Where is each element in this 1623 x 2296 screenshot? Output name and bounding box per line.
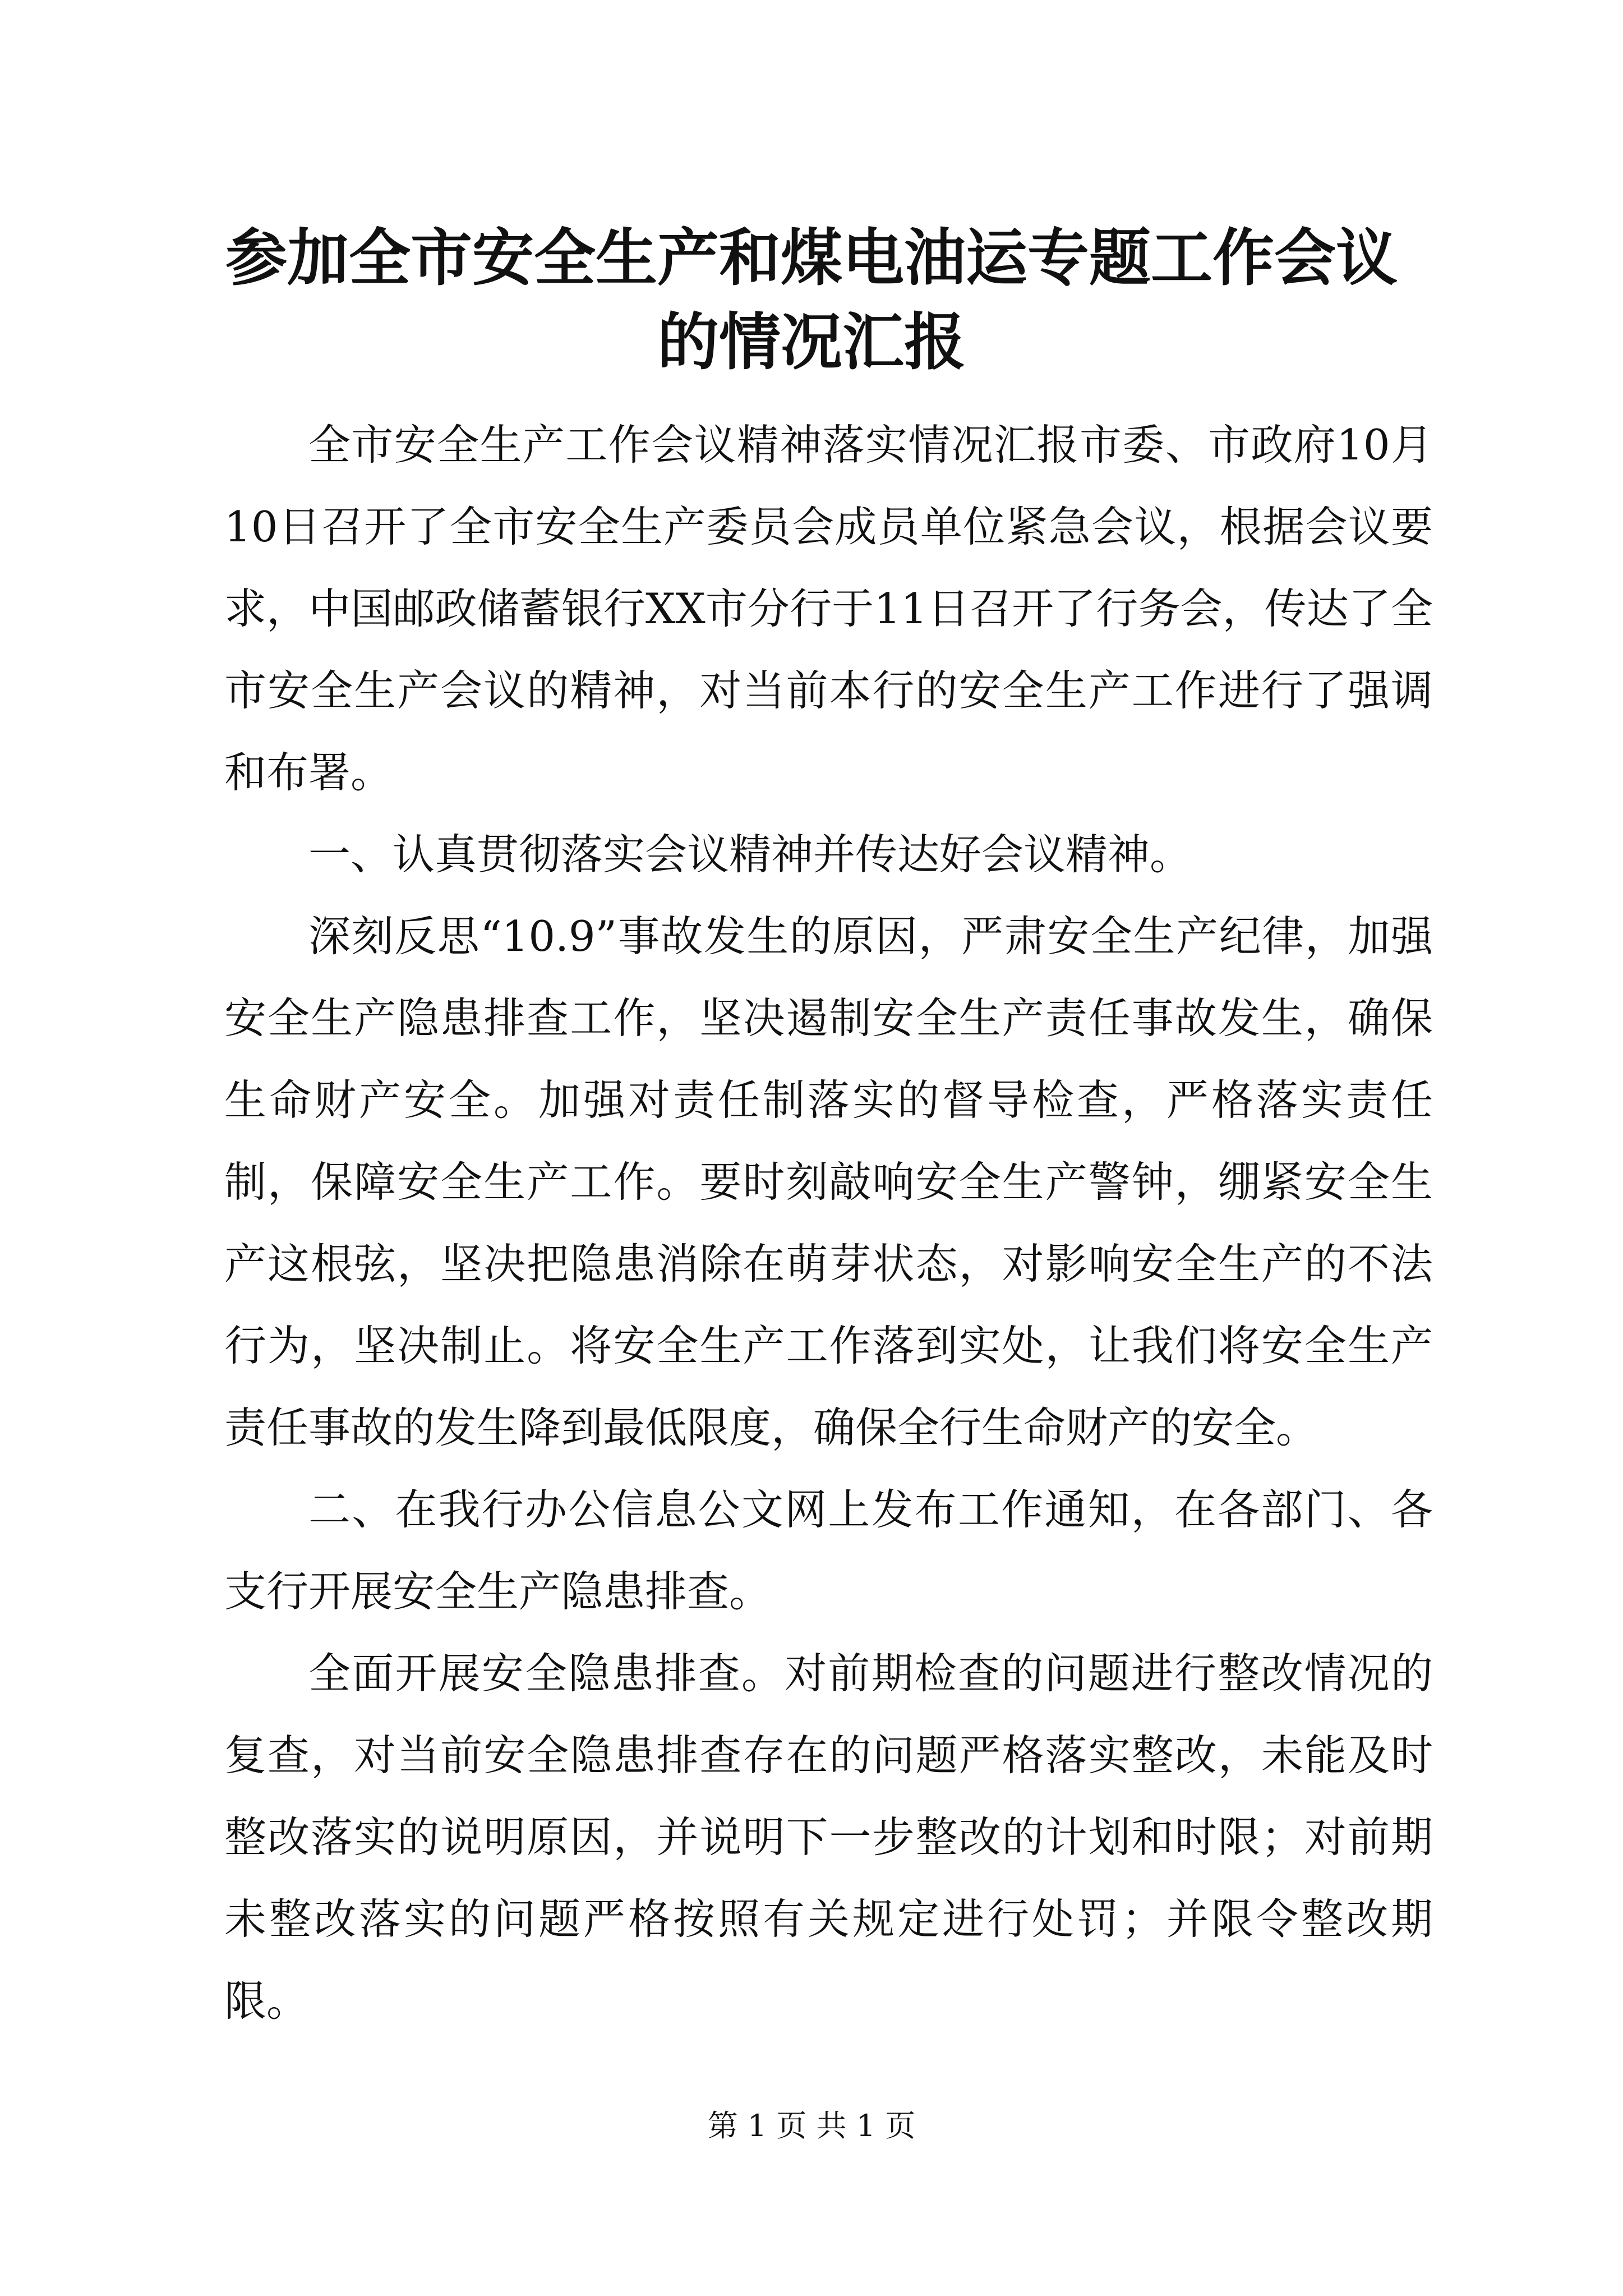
paragraph-section-1: 深刻反思“10.9”事故发生的原因，严肃安全生产纪律，加强安全生产隐患排查工作，坚决遏制安全生产责任事故发生，确保生命财产安全。加强对责任制落实的督导检查，严格落实责任制，保障安全生产工作。要时刻敲响安全生产警钟，绷紧安全生产这根弦，坚决把隐患消除在萌芽状态，对影响安全生产的不法行为，坚决制止。将安全生产工作落到实处，让我们将安全生产责任事故的发生降到最低限度，确保全行生命财产的安全。 (224, 912, 1433, 1452)
document-title: 参加全市安全生产和煤电油运专题工作会议的情况汇报 (225, 222, 1398, 378)
page-footer: 第 1 页 共 1 页 (707, 2108, 916, 2143)
paragraph-intro: 全市安全生产工作会议精神落实情况汇报市委、市政府10月10日召开了全市安全生产委员会成员单位紧急会议，根据会议要求，中国邮政储蓄银行XX市分行于11日召开了行务会，传达了全市安全生产会议的精神，对当前本行的安全生产工作进行了强调和布署。 (224, 420, 1433, 797)
paragraph-section-2: 全面开展安全隐患排查。对前期检查的问题进行整改情况的复查，对当前安全隐患排查存在的问题严格落实整改，未能及时整改落实的说明原因，并说明下一步整改的计划和时限；对前期未整改落实的问题严格按照有关规定进行处罚；并限令整改期限。 (224, 1649, 1433, 2026)
document-body (224, 404, 1433, 2042)
section-heading-2: 二、在我行办公信息公文网上发布工作通知，在各部门、各支行开展安全生产隐患排查。 (224, 1485, 1433, 1616)
section-heading-1: 一、认真贯彻落实会议精神并传达好会议精神。 (308, 830, 1192, 879)
